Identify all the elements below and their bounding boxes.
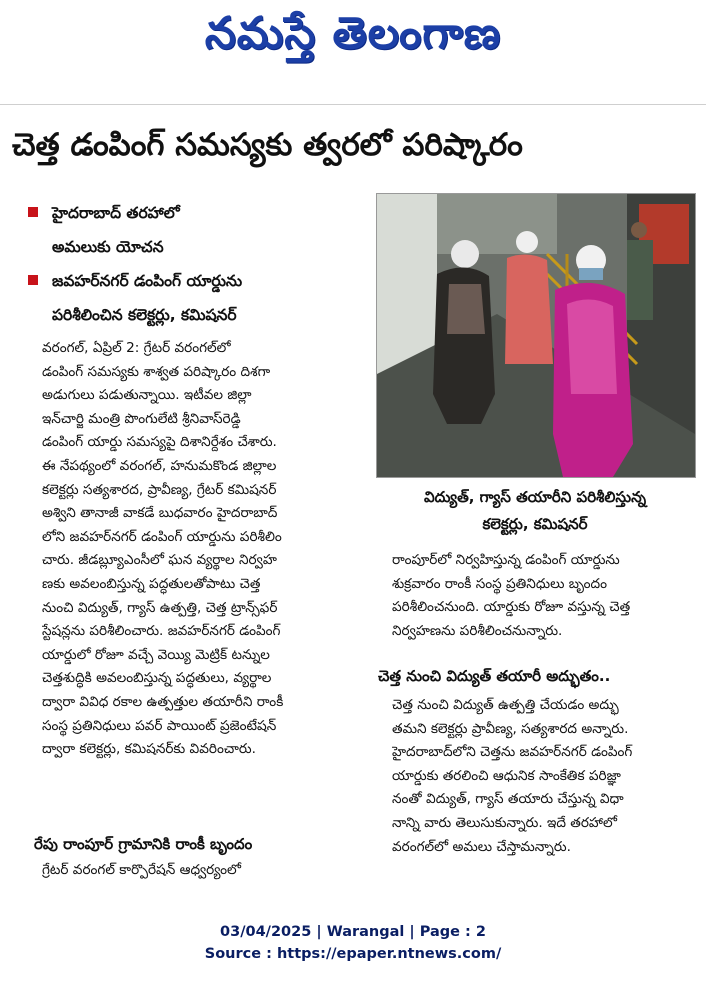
red-square-bullet-icon xyxy=(28,275,38,285)
article-body-right-column xyxy=(392,549,692,643)
bullet-item xyxy=(28,264,374,332)
body-line: వరంగల్‌లో అమలు చేస్తామన్నారు. xyxy=(392,838,571,855)
body-line: అశ్విని తానాజీ వాకడే బుధవారం హైదరాబాద్ xyxy=(42,505,278,522)
bullet-text: హైదరాబాద్ తరహాలో xyxy=(52,204,180,222)
body-line: నుంచి విద్యుత్, గ్యాస్ ఉత్పత్తి, చెత్త ట్రాన్స్‌ఫర్ xyxy=(42,599,278,616)
body-line: నంతో విద్యుత్, గ్యాస్ తయారు చేస్తున్న విధా xyxy=(392,791,624,808)
body-line: ద్వారా వివిధ రకాల ఉత్పత్తుల తయారీని రాంకీ xyxy=(42,693,284,710)
body-line: చెత్తశుద్ధికి అవలంబిస్తున్న పద్ధతులు, వ్యర్థాల xyxy=(42,670,272,687)
body-line: వరంగల్, ఏప్రిల్ 2: గ్రేటర్ వరంగల్‌లో xyxy=(42,340,231,356)
body-line: డంపింగ్ సమస్యకు శాశ్వత పరిష్కారం దిశగా xyxy=(42,363,271,380)
body-line: గ్రేటర్ వరంగల్ కార్పొరేషన్ ఆధ్వర్యంలో xyxy=(42,862,242,878)
article-body-right-column-2 xyxy=(392,694,692,859)
body-line: అడుగులు పడుతున్నాయి. ఇటీవల జిల్లా xyxy=(42,387,252,404)
body-line: యార్డుకు తరలించి ఆధునిక సాంకేతిక పరిజ్ఞా xyxy=(392,767,621,784)
body-line: హైదరాబాద్‌లోని చెత్తను జవహర్‌నగర్ డంపింగ్ xyxy=(392,744,633,761)
body-line: చెత్త నుంచి విద్యుత్ ఉత్పత్తి చేయడం అద్భు xyxy=(392,697,619,713)
bullet-text: జవహర్‌నగర్ డంపింగ్ యార్డును xyxy=(52,272,243,290)
bullet-text: పరిశీలించిన కలెక్టర్లు, కమిషనర్ xyxy=(52,306,237,324)
footer-date-line: 03/04/2025 | Warangal | Page : 2 xyxy=(220,924,486,940)
body-line: సంస్థ ప్రతినిధులు పవర్ పాయింట్ ప్రజెంటేషన్ xyxy=(42,717,277,734)
body-line: లోని జవహర్‌నగర్ డంపింగ్ యార్డును పరిశీలిం xyxy=(42,528,282,545)
body-line: యార్డులో రోజూ వచ్చే వెయ్యి మెట్రిక్ టన్నుల xyxy=(42,646,270,663)
body-line: నాన్ని వారు తెలుసుకున్నారు. ఇదే తరహాలో xyxy=(392,814,617,831)
body-line: ఈ నేపథ్యంలో వరంగల్, హనుమకొండ జిల్లాల xyxy=(42,457,277,474)
article-photo xyxy=(376,193,696,478)
body-line: కలెక్టర్లు సత్యశారద, ప్రావీణ్య, గ్రేటర్ కమిషనర్ xyxy=(42,481,277,498)
photo-caption xyxy=(376,484,694,538)
body-line: తమని కలెక్టర్లు ప్రావీణ్య, సత్యశారద అన్నారు. xyxy=(392,720,629,737)
bullet-item xyxy=(28,196,374,264)
article-body-left-tail xyxy=(42,859,360,883)
body-line: ణకు అవలంబిస్తున్న పద్ధతులతోపాటు చెత్త xyxy=(42,575,261,592)
bullet-list xyxy=(28,196,374,332)
subheading: రేపు రాంపూర్ గ్రామానికి రాంకీ బృందం xyxy=(34,835,253,853)
body-line: నిర్వహణను పరిశీలించనున్నారు. xyxy=(392,622,563,639)
body-line: ద్వారా కలెక్టర్లు, కమిషనర్‌కు వివరించారు. xyxy=(42,741,256,758)
body-line: రాంపూర్‌లో నిర్వహిస్తున్న డంపింగ్ యార్డును xyxy=(392,552,620,568)
red-square-bullet-icon xyxy=(28,207,38,217)
article-body-left-column xyxy=(42,337,360,762)
bullet-text: అమలుకు యోచన xyxy=(52,238,164,256)
caption-line: విద్యుత్, గ్యాస్ తయారీని పరిశీలిస్తున్న xyxy=(423,488,647,506)
body-line: ఇన్‌చార్జి మంత్రి పొంగులేటి శ్రీనివాస్‌రెడ్డి xyxy=(42,410,241,427)
caption-line: కలెక్టర్లు, కమిషనర్ xyxy=(482,515,588,533)
body-line: పరిశీలించనుంది. యార్డుకు రోజూ వస్తున్న చెత్త xyxy=(392,599,631,616)
newspaper-logo: నమస్తే తెలంగాణ xyxy=(204,8,502,59)
masthead xyxy=(0,0,706,78)
subheading: చెత్త నుంచి విద్యుత్ తయారీ అద్భుతం.. xyxy=(378,667,611,685)
masthead-divider xyxy=(0,104,706,105)
footer-source-line: Source : https://epaper.ntnews.com/ xyxy=(204,946,502,962)
body-line: స్టేషన్లను పరిశీలించారు. జవహర్‌నగర్ డంపింగ్ xyxy=(42,623,281,640)
body-line: శుక్రవారం రాంకీ సంస్థ ప్రతినిధులు బృందం xyxy=(392,575,607,592)
body-line: డంపింగ్ యార్డు సమస్యపై దిశానిర్దేశం చేశారు. xyxy=(42,434,277,451)
body-line: చారు. జీడబ్ల్యూఎంసీలో ఘన వ్యర్థాల నిర్వహ xyxy=(42,552,277,569)
article-headline: చెత్త డంపింగ్ సమస్యకు త్వరలో పరిష్కారం xyxy=(12,127,523,163)
